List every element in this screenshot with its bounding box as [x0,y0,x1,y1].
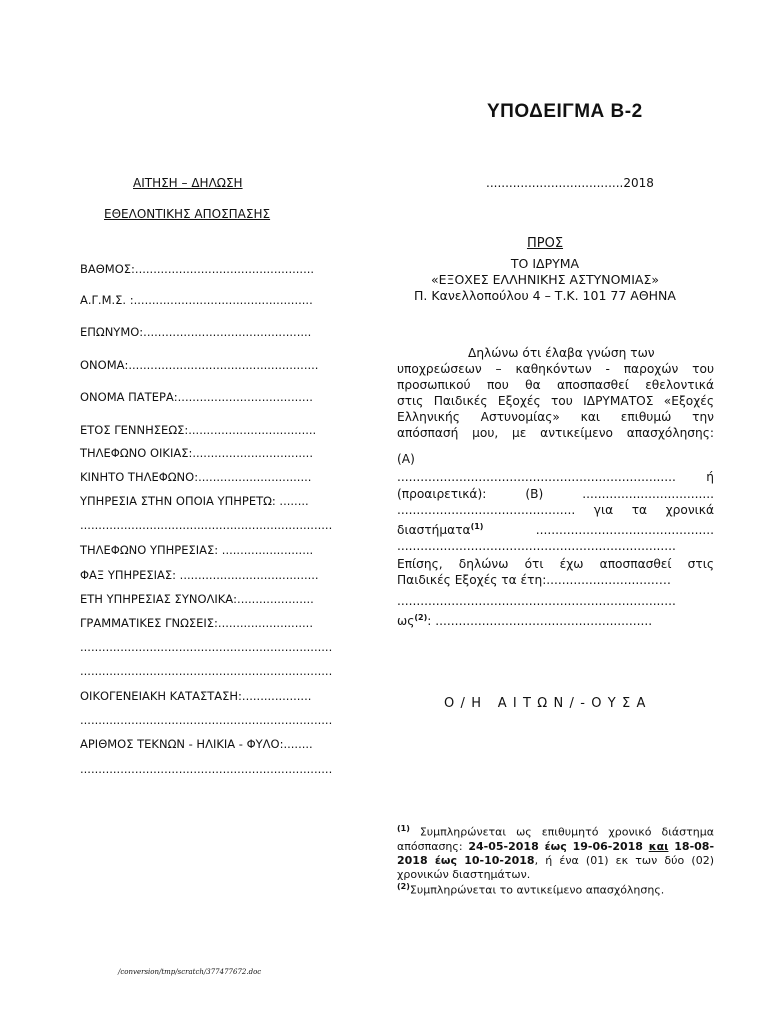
declaration-line: προσωπικού που θα αποσπασθεί εθελοντικά [397,378,714,392]
b-label: (Β) [525,487,544,501]
date-2: 19-06-2018 [572,839,643,853]
field-service-fax: ΦΑΞ ΥΠΗΡΕΣΙΑΣ: ...................................... [80,568,319,582]
declaration-line: Δηλώνω ότι έλαβα γνώση των [468,346,655,360]
field-father-name: ΟΝΟΜΑ ΠΑΤΕΡΑ:..................................... [80,390,313,404]
field-family-status: ΟΙΚΟΓΕΝΕΙΑΚΗ ΚΑΤΑΣΤΑΣΗ:................... [80,689,312,703]
field-service-cont: ..................................................................... [80,518,333,532]
field-birth-year: ΕΤΟΣ ΓΕΝΝΗΣΕΩΣ:................................... [80,423,317,437]
dots-line: ........................................................................ [397,539,676,553]
text-word: χρονικά [665,503,714,517]
date-1: 24-05-2018 [468,839,539,853]
periods-label [397,523,483,537]
footnote-1 [397,822,714,882]
as-line [397,610,714,630]
text-word: τα [631,503,648,517]
footnote-text: Συμπληρώνεται ως επιθυμητό χρονικό διάστημα απόσπασης: [397,825,714,853]
field-home-phone: ΤΗΛΕΦΩΝΟ ΟΙΚΙΑΣ:................................. [80,446,313,460]
declaration-line: υποχρεώσεων – καθηκόντων - παροχών του [397,362,714,376]
activity-a-line [397,470,714,486]
and-word: και [648,839,669,853]
footnote-text: Συμπληρώνεται το αντικείμενο απασχόλησης. [409,883,665,897]
declaration-line: (Α) [397,452,415,466]
periods-dots-2: .............................................. [535,523,714,538]
declaration-line: απόσπασή μου, με αντικείμενο απασχόλησης: [397,426,714,440]
or-word: ή [706,470,714,484]
as-word: ως [397,614,415,629]
until-word: έως [544,839,567,853]
file-path: /conversion/tmp/scratch/377477672.doc [118,968,262,976]
field-language-skills: ΓΡΑΜΜΑΤΙΚΕΣ ΓΝΩΣΕΙΣ:.......................... [80,616,313,630]
declaration-line: Ελληνικής Αστυνομίας» και επιθυμώ την [397,410,714,424]
as-dots: : ........................................................ [427,614,653,629]
date-3: 18-08-2018 [397,839,715,867]
periods-dots: .............................................. [397,503,576,517]
recipient-line-1: ΤΟ ΙΔΡΥΜΑ [510,256,580,271]
field-language-cont-1: ..................................................................... [80,640,333,654]
field-language-cont-2: ..................................................................... [80,664,333,678]
periods-word: διαστήματα [397,523,471,538]
signature-label: Ο/Η ΑΙΤΩΝ/-ΟΥΣΑ [444,696,652,711]
recipient-line-2: «ΕΞΟΧΕΣ ΕΛΛΗΝΙΚΗΣ ΑΣΤΥΝΟΜΙΑΣ» [431,272,659,287]
footnote-ref-2: (2) [414,613,428,622]
declaration-line: Παιδικές Εξοχές τα έτη:............................…. [397,573,671,587]
dots-line: ........................................................................ [397,594,676,608]
optional-label: (προαιρετικά): [397,487,487,501]
field-service-years: ΕΤΗ ΥΠΗΡΕΣΙΑΣ ΣΥΝΟΛΙΚΑ:..................... [80,592,314,606]
footnote-ref-1: (1) [470,522,484,531]
recipient-to: ΠΡΟΣ [526,236,564,251]
footnote-2 [397,880,714,898]
activity-b-line [397,487,714,503]
recipient-line-3: Π. Κανελλοπούλου 4 – Τ.Κ. 101 77 ΑΘΗΝΑ [414,288,676,303]
footnote-mark-2: (2) [397,882,410,891]
declaration-line: στις Παιδικές Εξοχές του ΙΔΡΥΜΑΤΟΣ «Εξοχές [397,394,714,408]
field-mobile-phone: ΚΙΝΗΤΟ ΤΗΛΕΦΩΝΟ:............................... [80,470,312,484]
periods-line-2 [397,519,714,539]
date-field: ....................................2018 [486,176,654,190]
footnote-tail: , ή ένα (01) εκ των δύο (02) χρονικών διαστημάτων. [397,853,715,881]
text-word: για [593,503,614,517]
periods-line [397,503,714,519]
activity-b-dots: .................................. [582,487,714,501]
date-4: 10-10-2018 [464,853,535,867]
field-agms: Α.Γ.Μ.Σ. :................................................. [80,293,313,307]
field-children: ΑΡΙΘΜΟΣ ΤΕΚΝΩΝ - ΗΛΙΚΙΑ - ΦΥΛΟ:........ [80,737,313,751]
field-service: ΥΠΗΡΕΣΙΑ ΣΤΗΝ ΟΠΟΙΑ ΥΠΗΡΕΤΩ: ........ [80,494,309,508]
field-surname: ΕΠΩΝΥΜΟ:.............................................. [80,325,312,339]
footnote-mark-1: (1) [397,824,410,833]
activity-a-dots: ........................................................................ [397,470,676,484]
application-type: ΑΙΤΗΣΗ – ΔΗΛΩΣΗ [133,176,243,190]
field-name: ΟΝΟΜΑ:.................................................... [80,358,319,372]
document-title: ΥΠΟΔΕΙΓΜΑ Β-2 [487,101,643,122]
until-word: έως [434,853,458,867]
field-children-cont: ..................................................................... [80,762,333,776]
field-service-phone: ΤΗΛΕΦΩΝΟ ΥΠΗΡΕΣΙΑΣ: ......................... [80,543,314,557]
field-family-cont: ..................................................................... [80,713,333,727]
recipient-block [380,236,710,304]
field-rank: ΒΑΘΜΟΣ:................................................. [80,262,315,276]
declaration-line: Επίσης, δηλώνω ότι έχω αποσπασθεί στις [397,557,714,571]
application-subject: ΕΘΕΛΟΝΤΙΚΗΣ ΑΠΟΣΠΑΣΗΣ [104,207,271,221]
